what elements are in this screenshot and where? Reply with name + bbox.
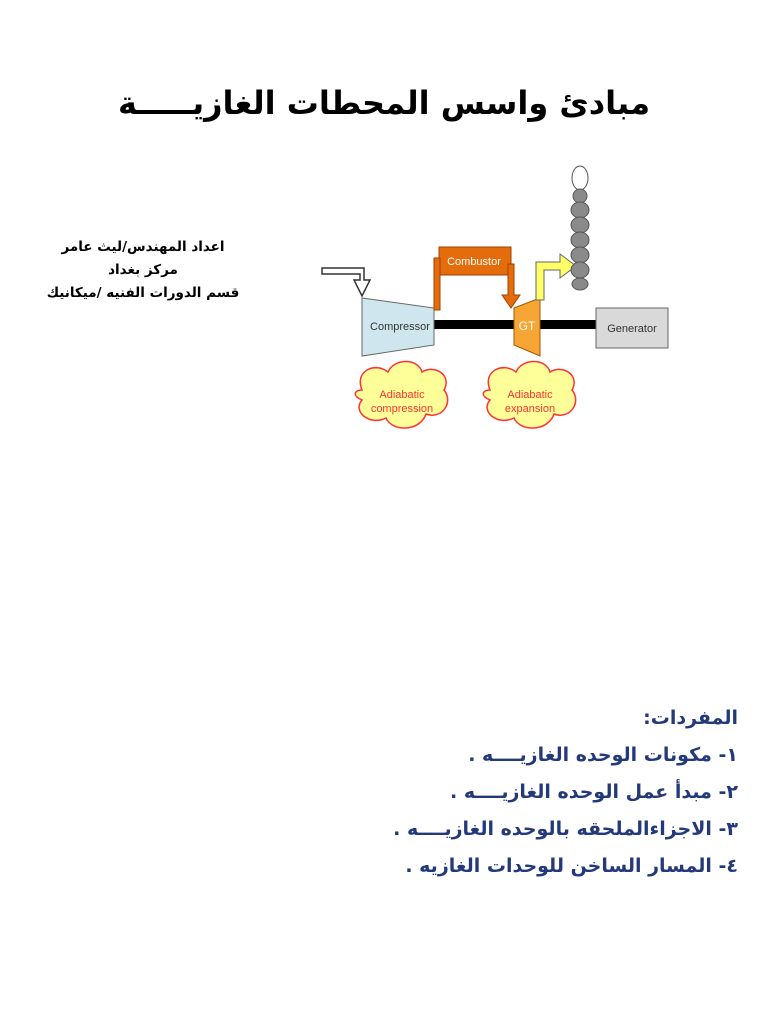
author-info <box>28 236 258 305</box>
exhaust-arrow <box>536 254 576 300</box>
author-name: اعداد المهندس/ليث عامر <box>61 239 225 255</box>
cloud-left-line1: Adiabatic <box>379 389 425 401</box>
compressor-to-combustor-pipe <box>434 258 440 310</box>
topic-item-2: ٢- مبدأ عمل الوحده الغازيــــه . <box>450 781 738 803</box>
cloud-right-line2: expansion <box>504 403 556 415</box>
topic-item-3: ٣- الاجزاءالملحقه بالوحده الغازيــــه . <box>393 818 738 840</box>
combustor-label: Combustor <box>447 256 501 268</box>
author-department: قسم الدورات الفنيه /ميكانيك <box>46 285 240 301</box>
generator-label: Generator <box>607 323 657 335</box>
compressor-label: Compressor <box>370 321 430 333</box>
topic-item-4: ٤- المسار الساخن للوحدات الغازيه . <box>405 855 738 877</box>
inlet-arrow-shape <box>322 268 370 296</box>
exhaust-smoke <box>571 166 589 290</box>
cloud-left-line2: compression <box>370 403 434 415</box>
author-center: مركز بغداد <box>108 262 178 278</box>
topic-item-1: ١- مكونات الوحده الغازيــــه . <box>468 744 738 766</box>
topics-list <box>218 700 738 885</box>
cloud-right-line1: Adiabatic <box>507 389 553 401</box>
page-title: مبادئ واسس المحطات الغازيـــــة <box>117 84 651 122</box>
adiabatic-expansion-cloud <box>483 362 575 429</box>
gas-turbine-label: GT <box>518 319 536 333</box>
topics-heading: المفردات: <box>643 707 738 729</box>
gas-turbine-diagram <box>314 140 674 470</box>
adiabatic-compression-cloud <box>355 362 447 429</box>
